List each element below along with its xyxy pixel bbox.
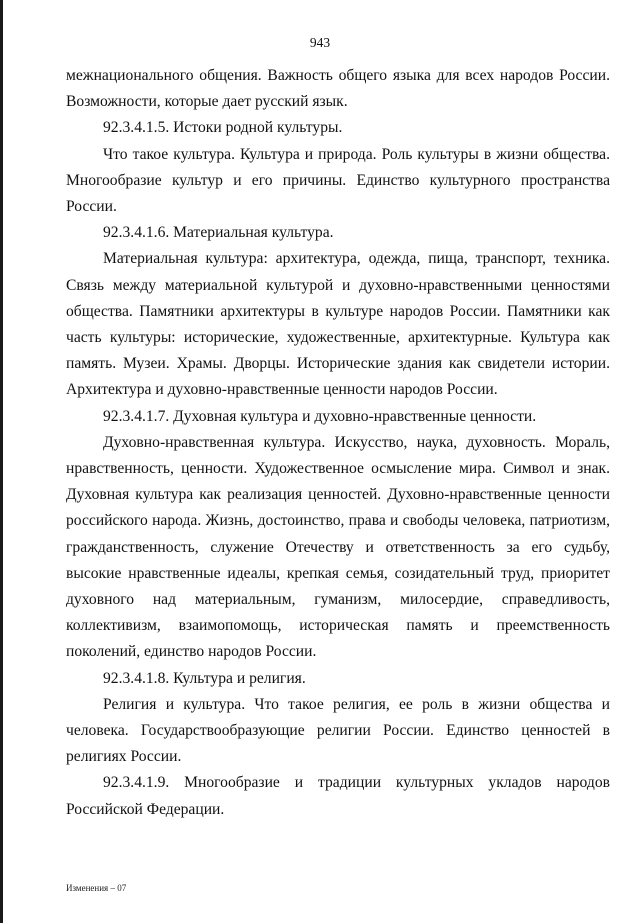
section-heading-92-3-4-1-9: 92.3.4.1.9. Многообразие и традиции культурных укладов народов Российской Федерации. — [66, 774, 610, 818]
section-heading-92-3-4-1-6: 92.3.4.1.6. Материальная культура. — [103, 224, 334, 242]
section-heading-92-3-4-1-7: 92.3.4.1.7. Духовная культура и духовно-нравственные ценности. — [103, 407, 537, 425]
document-body — [66, 63, 610, 823]
paragraph-continuation: межнационального общения. Важность общего языка для всех народов России. Возможности, которые дает русский язык. — [66, 67, 610, 111]
paragraph-culture-religion: Религия и культура. Что такое религия, ее роль в жизни общества и человека. Государствообразующие религии России. Единство ценностей в религиях России. — [66, 695, 610, 766]
paragraph-material-culture: Материальная культура: архитектура, одежда, пища, транспорт, техника. Связь между материальной культурой и духовно-нравственными ценностями общества. Памятники архитектуры в культуре народов России. Памятники как часть культуры: исторические, художественные, архитектурные. Культура как память. Музеи. Храмы. Дворцы. Исторические здания как свидетели истории. Архитектура и духовно-нравственные ценности народов России. — [66, 250, 610, 399]
paragraph-spiritual-culture: Духовно-нравственная культура. Искусство, наука, духовность. Мораль, нравственность, ценности. Художественное осмысление мира. Символ и знак. Духовная культура как реализация ценностей. Духовно-нравственные ценности российского народа. Жизнь, достоинство, права и свободы человека, патриотизм, гражданственность, служение Отечеству и ответственность за его судьбу, высокие нравственные идеалы, крепкая семья, созидательный труд, приоритет духовного над материальным, гуманизм, милосердие, справедливость, коллективизм, взаимопомощь, историческая память и преемственность поколений, единство народов России. — [66, 433, 610, 661]
scan-left-edge — [0, 0, 3, 923]
page-number: 943 — [309, 35, 331, 50]
paragraph-culture-origins: Что такое культура. Культура и природа. Роль культуры в жизни общества. Многообразие культур и его причины. Единство культурного пространства России. — [66, 145, 610, 216]
section-heading-92-3-4-1-5: 92.3.4.1.5. Истоки родной культуры. — [103, 119, 343, 137]
footer-revision-note: Изменения – 07 — [66, 883, 127, 893]
section-heading-92-3-4-1-8: 92.3.4.1.8. Культура и религия. — [103, 669, 306, 687]
